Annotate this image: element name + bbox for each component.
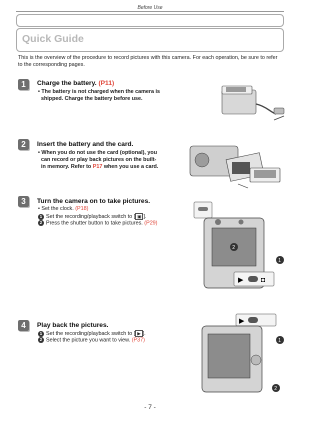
svg-text:1: 1 (278, 258, 282, 264)
title-box-top (16, 14, 284, 27)
camera-playback-illustration (198, 312, 288, 398)
step-1-page-ref[interactable]: (P11) (98, 80, 115, 87)
svg-text:2: 2 (274, 386, 278, 392)
step-1-title-text: Charge the battery. (37, 80, 97, 87)
svg-text:▶: ▶ (238, 277, 244, 284)
step-2-note: • When you do not use the card (optional), you can record or play back pictures on the built- in memory. Refer to P17 when you use a card. (38, 150, 159, 170)
step-3-title: Turn the camera on to take pictures. (37, 198, 151, 205)
step-4-item-2: 2 Select the picture you want to view. (P37) (39, 337, 145, 344)
battery-charger-illustration (218, 82, 296, 126)
section-header: Before Use (137, 5, 163, 11)
step-2-title: Insert the battery and the card. (37, 141, 134, 148)
step-3-item-2: 2 Press the shutter button to take pictures. (P29) (39, 220, 158, 227)
play-icon: ▶ (137, 331, 141, 336)
svg-text:2: 2 (232, 245, 236, 251)
camera-icon: ▣ (137, 214, 142, 219)
step-3-shutter-page-ref[interactable]: (P29) (144, 220, 158, 227)
step-1-note: • The battery is not charged when the camera is shipped. Charge the battery before use. (38, 89, 161, 102)
step-4-page-ref[interactable]: (P37) (131, 337, 145, 344)
step-number-4: 4 (18, 320, 29, 331)
svg-text:▶: ▶ (239, 318, 245, 325)
step-number-3: 3 (18, 196, 29, 207)
step-number-1: 1 (18, 79, 29, 90)
step-4-item-1: 1 Set the recording/playback switch to [ ▶ ]. (39, 330, 146, 337)
step-2-page-ref[interactable]: P17 (92, 164, 103, 170)
page-title: Quick Guide (22, 33, 84, 45)
page-number: - 7 - (144, 404, 156, 411)
battery-card-insert-illustration (188, 138, 288, 194)
step-number-2: 2 (18, 139, 29, 150)
svg-text:◘: ◘ (261, 277, 266, 284)
svg-text:1: 1 (278, 338, 282, 344)
step-4-title: Play back the pictures. (37, 322, 109, 329)
step-3-clock-page-ref[interactable]: (P18) (75, 206, 89, 212)
header-rule (16, 11, 284, 12)
step-3-item-1: 1 Set the recording/playback switch to [ ▣ ]. (39, 213, 147, 220)
intro-text: This is the overview of the procedure to record pictures with this camera. For each operation, be sure to refer to the corresponding pages. (18, 55, 278, 68)
step-1-title (37, 80, 114, 87)
step-3-bullet: • Set the clock. (P18) (38, 206, 89, 212)
camera-record-illustration (188, 198, 288, 304)
